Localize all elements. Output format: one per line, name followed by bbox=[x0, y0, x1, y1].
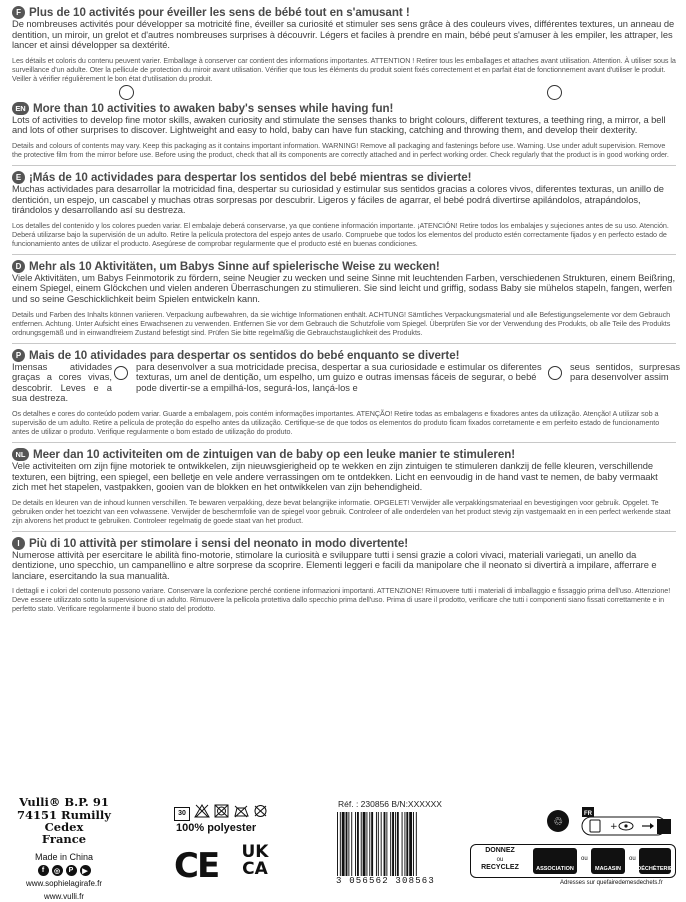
wash-30-icon: 30 bbox=[174, 807, 190, 821]
heading-fr: Plus de 10 activités pour éveiller les sens de bébé tout en s'amusant ! bbox=[29, 6, 410, 19]
warning-pt: Os detalhes e cores do conteúdo podem variar. Guarde a embalagem, pois contém informações importantes. ATENÇÃO! Retire todas as embalagens e fixadores antes da utilização. Atenção! A utilizar sob a supervisão de um adulto. Retire a película de proteção do espelho antes da utilização. Certifique-se de que todos os elementos do produto ficam fixados corretamente e em perfeito estado de funcionamento antes de utilizar o produto. Verifique regularmente o bom estado de utilização do produto. bbox=[12, 408, 660, 436]
lang-badge-nl: NL bbox=[12, 448, 29, 461]
body-pt-mid: para desenvolver a sua motricidade precisa, despertar a sua curiosidade e estimular os diferentes texturas, um anel de dentição, um espelho, um guizo e outras imensas fáceis de segurar, o bebé pode divertir-se a empilhá-los, segurá-los, lançá-los e bbox=[136, 361, 542, 393]
hole-mark-right bbox=[548, 366, 562, 380]
footer bbox=[0, 792, 686, 901]
divider bbox=[12, 165, 676, 166]
section-de bbox=[12, 260, 676, 344]
warning-es: Los detalles del contenido y los colores pueden variar. El embalaje deberá conservarse, ya que contiene información importante. ¡ATENCIÓN! Retire todos los embalajes y sujeciones antes de su uso. Atención. Deberá utilizarse bajo la supervisión de un adulto. Retire la película protectora del espejo antes de usarlo. Compruebe que todos los elementos del producto estén correctamente fijados y en perfecto estado de funcionamiento antes de utilizar el producto. Asegúrese de comprobar regularmente que el producto esté en buenas condiciones. bbox=[12, 220, 669, 248]
warning-de: Details und Farben des Inhalts können variieren. Verpackung aufbewahren, da sie wichtige Informationen enthält. ACHTUNG! Sämtliches Verpackungsmaterial und alle Befestigungselemente vor dem Gebrauch entfernen. Achtung. Unter Aufsicht eines Erwachsenen zu verwenden. Entfernen Sie vor dem Gebrauch die Schutzfolie vom Spiegel. Überprüfen Sie vor der Verwendung des Produkts, ob alle Teile des Produkts ordnungsgemäß und in einwandfreiem Zustand befestigt sind. Prüfen Sie bitte regelmäßig die Gebrauchstauglichkeit des Produkts. bbox=[12, 309, 671, 337]
recycle-info-box: DONNEZ ou RECYCLEZ ASSOCIATION ou MAGASIN ou DÉCHÈTERIE bbox=[470, 844, 676, 878]
hole-mark-left bbox=[114, 366, 128, 380]
body-de: Viele Aktivitäten, um Babys Feinmotorik zu fördern, seine Neugier zu wecken und seine Sinne mit leuchtenden Farben, verschiedenen Strukturen, einem Beißring, einem Spiegel, einem Glöckchen und vielen anderen Überraschungen zu stimulieren. Sie sind leicht und griffig, sodass Baby sie mühelos stapeln, fangen, werfen und so seine Geschicklichkeit beim Spielen entwickeln kann. bbox=[12, 272, 676, 304]
heading-it: Più di 10 attività per stimolare i sensi del neonato in modo divertente! bbox=[29, 536, 409, 550]
body-es: Muchas actividades para desarrollar la motricidad fina, despertar su curiosidad y estimular sus sentidos gracias a colores vivos, diferentes texturas, un anillo de dentición, un espejo, un cascabel y muchas otras sorpresas por descubrir. Ligeros y fáciles de agarrar, el bebé podrá divertirse apilándolos, atrapándolos, tirándolos y desarrollando así su destreza. bbox=[12, 183, 664, 216]
recyclez-label: RECYCLEZ bbox=[481, 864, 519, 871]
warning-fr: Les détails et coloris du contenu peuvent varier. Emballage à conserver car contient des informations importantes. ATTENTION ! Retirer tous les emballages et attaches avant utilisation. Attention. À utiliser sous la surveillance d'un adulte. Oter la pellicule de protection du miroir avant utilisation. Vérifier que tous les éléments du produit soient fixés correctement et en parfait état de fonctionnement avant d'utiliser le produit. Veiller à vérifier régulièrement le bon état d'utilisation du produit. bbox=[12, 55, 676, 83]
barcode-image bbox=[336, 812, 456, 876]
warning-it: I dettagli e i colori del contenuto possono variare. Conservare la confezione perché contiene informazioni importanti. ATTENZIONE! Rimuovere tutti i materiali di imballaggio e fissaggio prima dell'uso. Attenzione! Deve essere utilizzato sotto la supervisione di un adulto. Rimuovere la pellicola protettiva dallo specchio prima dell'uso. Prima di usare il prodotto, verificare che tutti i componenti siano fissati correttamente e in perfetto stato. Verificare regolarmente il buono stato del prodotto. bbox=[12, 586, 671, 614]
instagram-icon[interactable]: ◎ bbox=[52, 865, 63, 876]
barcode-number: 3 056562 308563 bbox=[336, 876, 436, 886]
section-es bbox=[12, 171, 676, 255]
heading-pt: Mais de 10 atividades para despertar os sentidos do bebé enquanto se diverte! bbox=[29, 348, 460, 362]
reference-number: Réf. : 230856 B/N:XXXXXX bbox=[338, 799, 442, 809]
pinterest-icon[interactable]: P bbox=[66, 865, 77, 876]
po-box: B.P. 91 bbox=[64, 795, 109, 809]
material-label: 100% polyester bbox=[176, 822, 257, 834]
body-fr: De nombreuses activités pour développer sa motricité fine, éveiller sa curiosité et stimuler ses sens grâce à des couleurs vives, différentes textures, un anneau de dentition, un miroir, un grelot et d'autres nombreuses surprises à découvrir. Légers et faciles à prendre en main, bébé peut s'amuser à les empiler, les attraper, les lancer et ainsi développer sa dextérité. bbox=[12, 19, 675, 51]
ukca-mark: UK CA bbox=[241, 842, 269, 879]
youtube-icon[interactable]: ▶ bbox=[80, 865, 91, 876]
social-icons bbox=[14, 865, 114, 876]
hole-mark-left bbox=[119, 85, 134, 100]
no-tumble-dry-icon bbox=[214, 804, 229, 823]
heading-en: More than 10 activities to awaken baby's senses while having fun! bbox=[33, 101, 394, 115]
fr-label: FR bbox=[584, 811, 592, 817]
body-it: Numerose attività per esercitare le abilità fino-motorie, stimolare la curiosità e sviluppare tutti i sensi grazie a colori vivaci, materiali variegati, un anello da dentizione, uno specchio, un campanellino e altre sorprese da scoprire. Elementi leggeri e facili da manipolare che il neonato si divertirà a impilare, afferrare e lanciare, esercitando la sua manualità. bbox=[12, 549, 657, 581]
waste-center-badge: DÉCHÈTERIE bbox=[639, 848, 671, 874]
no-bleach-icon bbox=[194, 804, 210, 823]
lang-badge-fr: F bbox=[12, 6, 25, 19]
section-nl bbox=[12, 448, 676, 532]
lang-badge-it: I bbox=[12, 537, 25, 550]
body-pt bbox=[12, 361, 680, 404]
brand-name: Vulli® bbox=[19, 795, 61, 809]
divider bbox=[12, 442, 676, 443]
triman-logo bbox=[546, 806, 674, 836]
hole-mark-right bbox=[547, 85, 562, 100]
care-symbols bbox=[174, 804, 268, 823]
lang-badge-es: E bbox=[12, 171, 25, 184]
body-pt-right: seus sentidos, surpresas para desenvolver assim bbox=[570, 361, 680, 383]
body-en: Lots of activities to develop fine motor skills, awaken curiosity and stimulate the senses thanks to bright colours, different textures, a teething ring, a mirror, a bell and lots of other surprises to discover. Lightweight and easy to hold, baby can have fun stacking, catching and throwing them, and develop their dexterity. bbox=[12, 114, 666, 136]
city: 74151 Rumilly Cedex bbox=[17, 808, 111, 834]
warning-en: Details and colours of contents may vary. Keep this packaging as it contains important information. WARNING! Remove all packaging and fastenings before use. Warning. Use under adult supervision. Remove the protective film from the mirror before use. Before using the product, check that all its components are correctly attached and in perfect working order. Check regularly that the product is in good working order. bbox=[12, 140, 669, 159]
body-pt-left: Imensas atividades graças a cores vivas, descobrir. Leves e a sua destreza. bbox=[12, 361, 112, 404]
ce-mark: CE bbox=[174, 846, 219, 886]
lang-badge-en: EN bbox=[12, 102, 29, 115]
website-vulli[interactable]: www.vulli.fr bbox=[43, 892, 84, 901]
made-in: Made in China bbox=[34, 852, 94, 862]
warning-nl: De details en kleuren van de inhoud kunnen verschillen. Te bewaren verpakking, deze bevat belangrijke informatie. OPGELET! Verwijder alle verpakkingsmateriaal en bevestigingen voor gebruik. Opgelet. Te gebruiken onder het toezicht van een volwassene. Verwijder de beschermfolie van de spiegel voor gebruik. Controleer of alle onderdelen van het product stevig zijn vastgemaakt en in een perfect werkende staat zijn alvorens het product te gebruiken. Controleer regelmatig de goede staat van het product. bbox=[12, 497, 671, 525]
website-sophie[interactable]: www.sophielagirafe.fr bbox=[25, 879, 103, 888]
heading-de: Mehr als 10 Aktivitäten, um Babys Sinne auf spielerische Weise zu wecken! bbox=[29, 259, 440, 273]
svg-text:♲: ♲ bbox=[553, 815, 563, 828]
no-dry-clean-icon bbox=[253, 804, 268, 823]
country: France bbox=[41, 832, 87, 846]
section-en bbox=[12, 102, 676, 166]
no-iron-icon bbox=[233, 804, 249, 823]
section-pt bbox=[12, 348, 680, 443]
divider bbox=[12, 343, 676, 344]
heading-es: ¡Más de 10 actividades para despertar los sentidos del bebé mientras se divierte! bbox=[29, 170, 472, 184]
company-address bbox=[14, 796, 114, 902]
body-nl: Vele activiteiten om zijn fijne motoriek te ontwikkelen, zijn nieuwsgierigheid op te wekken en zijn zintuigen te stimuleren dankzij de felle kleuren, verschillende texturen, een bijtring, een spiegel, een belletje en vele andere verrassingen om te ontdekken. Licht en eenvoudig in de hand vast te nemen, de baby vermaakt zich met het stapelen, vastpakken, gooien van de blokken en het ontwikkelen van zijn behendigheid. bbox=[12, 460, 658, 493]
svg-text:+: + bbox=[610, 822, 618, 832]
lang-badge-de: D bbox=[12, 260, 25, 273]
section-it bbox=[12, 537, 676, 614]
divider bbox=[12, 254, 676, 255]
divider bbox=[12, 531, 676, 532]
store-badge: MAGASIN bbox=[591, 848, 625, 874]
lang-badge-pt: P bbox=[12, 349, 25, 362]
facebook-icon[interactable]: f bbox=[38, 865, 49, 876]
recycling-addresses[interactable]: Adresses sur quefairedemesdechets.fr bbox=[560, 880, 663, 886]
heading-nl: Meer dan 10 activiteiten om de zintuigen van de baby op een leuke manier te stimuleren! bbox=[33, 447, 516, 461]
association-badge: ASSOCIATION bbox=[533, 848, 577, 874]
section-fr bbox=[12, 6, 676, 102]
donnez-label: DONNEZ bbox=[485, 847, 515, 854]
instructions-page bbox=[12, 6, 680, 614]
